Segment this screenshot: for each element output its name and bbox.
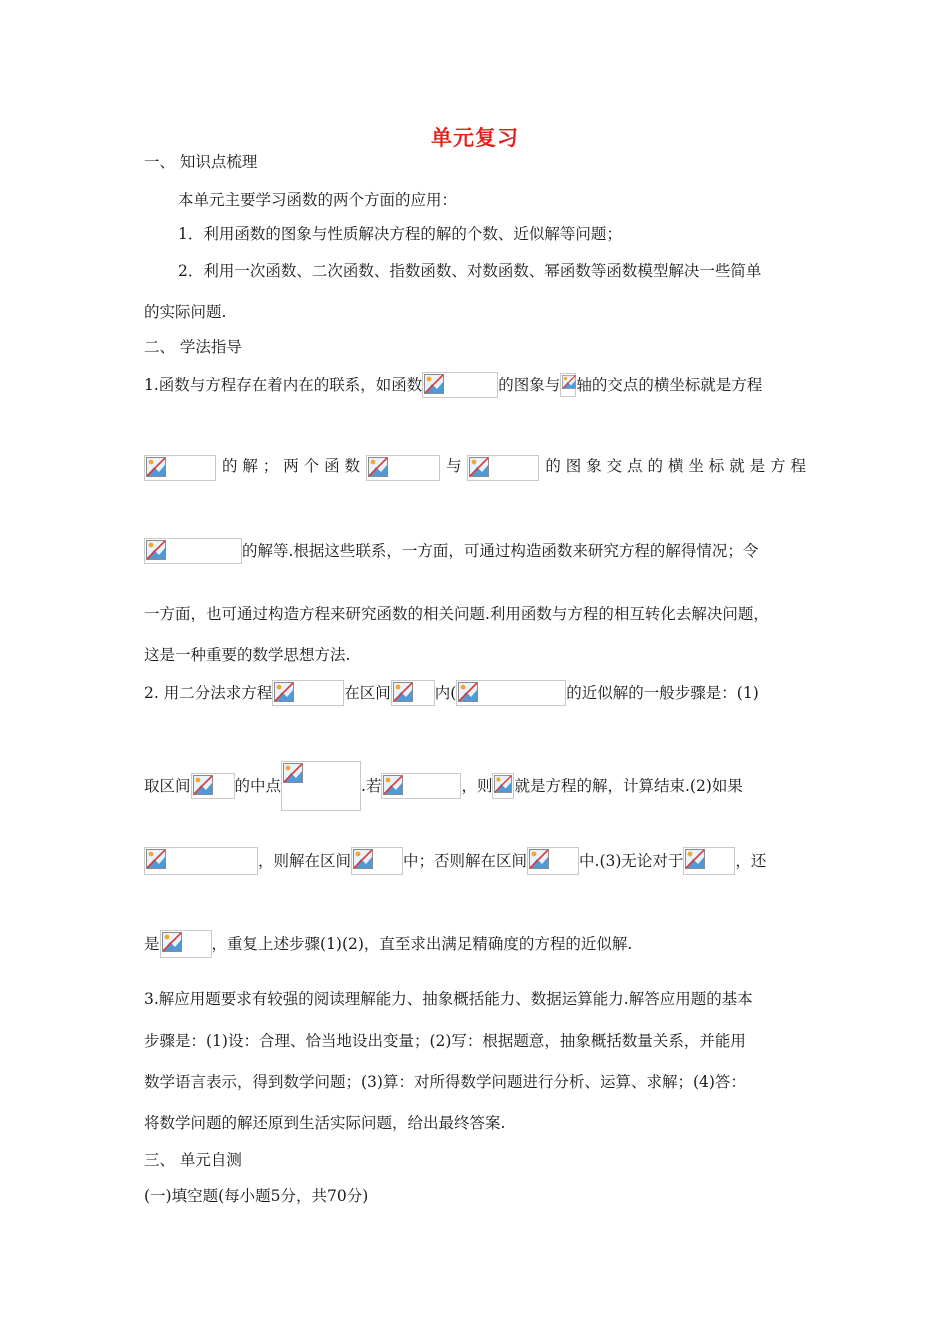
page-title: 单元复习 <box>431 126 519 150</box>
paragraph: 数学语言表示，得到数学问题；(3)算：对所得数学问题进行分析、运算、求解；(4)答： <box>144 1073 746 1091</box>
broken-image-icon <box>469 457 489 477</box>
formula-image-placeholder <box>422 372 498 398</box>
text-run: 是 <box>144 935 160 953</box>
section-heading-3: 三、 单元自测 <box>144 1151 242 1169</box>
text-run: 的解等.根据这些联系，一方面，可通过构造函数来研究方程的解得情况；令 <box>242 542 759 560</box>
text-run: 的 解 ； 两 个 函 数 <box>221 457 361 475</box>
paragraph-line <box>144 538 758 564</box>
paragraph-line <box>144 372 762 398</box>
broken-image-icon <box>146 849 166 869</box>
text-run: ，重复上述步骤(1)(2)，直至求出满足精确度的方程的近似解. <box>211 935 633 953</box>
text-run: 取区间 <box>144 777 191 795</box>
paragraph: 3.解应用题要求有较强的阅读理解能力、抽象概括能力、数据运算能力.解答应用题的基本 <box>144 990 753 1008</box>
text-run: 就是方程的解，计算结束.(2)如果 <box>514 777 743 795</box>
paragraph: 将数学问题的解还原到生活实际问题，给出最终答案. <box>144 1114 506 1132</box>
formula-image-placeholder <box>272 680 344 706</box>
formula-image-placeholder <box>527 847 579 875</box>
text-run: 与 <box>445 457 462 475</box>
broken-image-icon <box>146 540 166 560</box>
formula-image-placeholder <box>351 847 403 875</box>
text-run: 的近似解的一般步骤是：(1) <box>566 684 759 702</box>
broken-image-icon <box>685 849 705 869</box>
formula-image-placeholder <box>560 373 576 397</box>
broken-image-icon <box>529 849 549 869</box>
broken-image-icon <box>162 932 182 952</box>
broken-image-icon <box>274 682 294 702</box>
broken-image-icon <box>383 775 403 795</box>
paragraph: 一方面，也可通过构造方程来研究函数的相关问题.利用函数与方程的相互转化去解决问题， <box>144 605 769 623</box>
broken-image-icon <box>424 374 444 394</box>
text-run: ，则解在区间 <box>258 852 352 870</box>
text-run: ，还 <box>735 852 767 870</box>
section-heading-1: 一、 知识点梳理 <box>144 153 258 171</box>
broken-image-icon <box>146 457 166 477</box>
formula-image-placeholder <box>683 847 735 875</box>
formula-image-placeholder <box>467 455 539 481</box>
text-run: 在区间 <box>344 684 391 702</box>
formula-image-placeholder <box>144 538 242 564</box>
formula-image-placeholder <box>191 773 235 799</box>
paragraph-line <box>144 930 632 958</box>
paragraph: 2．利用一次函数、二次函数、指数函数、对数函数、幂函数等函数模型解决一些简单 <box>178 262 762 280</box>
formula-image-placeholder <box>160 930 212 958</box>
formula-image-placeholder <box>144 847 258 875</box>
text-run: .若 <box>361 777 382 795</box>
text-run: 轴的交点的横坐标就是方程 <box>576 376 763 394</box>
text-run: 中.(3)无论对于 <box>579 852 684 870</box>
broken-image-icon <box>353 849 373 869</box>
paragraph-line <box>144 761 743 811</box>
paragraph-line <box>144 680 759 706</box>
text-run: 的图象与 <box>498 376 561 394</box>
formula-image-placeholder <box>281 761 361 811</box>
broken-image-icon <box>458 682 478 702</box>
text-run: 中；否则解在区间 <box>403 852 528 870</box>
text-run: 1.函数与方程存在着内在的联系，如函数 <box>144 376 423 394</box>
paragraph: 这是一种重要的数学思想方法. <box>144 646 351 664</box>
paragraph: 1．利用函数的图象与性质解决方程的解的个数、近似解等问题； <box>178 225 622 243</box>
paragraph: 的实际问题. <box>144 303 227 321</box>
subheading: (一)填空题(每小题5分，共70分) <box>144 1187 369 1205</box>
section-heading-2: 二、 学法指导 <box>144 338 242 356</box>
broken-image-icon <box>494 775 512 793</box>
text-run: 的 图 象 交 点 的 横 坐 标 就 是 方 程 <box>545 457 806 475</box>
formula-image-placeholder <box>366 455 440 481</box>
formula-image-placeholder <box>492 773 514 799</box>
formula-image-placeholder <box>391 680 435 706</box>
broken-image-icon <box>283 763 303 783</box>
text-run: 内( <box>434 684 457 702</box>
paragraph: 本单元主要学习函数的两个方面的应用： <box>178 191 458 209</box>
broken-image-icon <box>393 682 413 702</box>
broken-image-icon <box>193 775 213 795</box>
broken-image-icon <box>368 457 388 477</box>
formula-image-placeholder <box>144 455 216 481</box>
paragraph: 步骤是：(1)设：合理、恰当地设出变量；(2)写：根据题意，抽象概括数量关系，并能用 <box>144 1032 746 1050</box>
text-run: 2. 用二分法求方程 <box>144 684 273 702</box>
broken-image-icon <box>562 375 576 389</box>
paragraph-line <box>144 847 766 875</box>
text-run: ，则 <box>461 777 493 795</box>
formula-image-placeholder <box>381 773 461 799</box>
formula-image-placeholder <box>456 680 566 706</box>
paragraph-line <box>144 455 806 481</box>
text-run: 的中点 <box>234 777 282 795</box>
